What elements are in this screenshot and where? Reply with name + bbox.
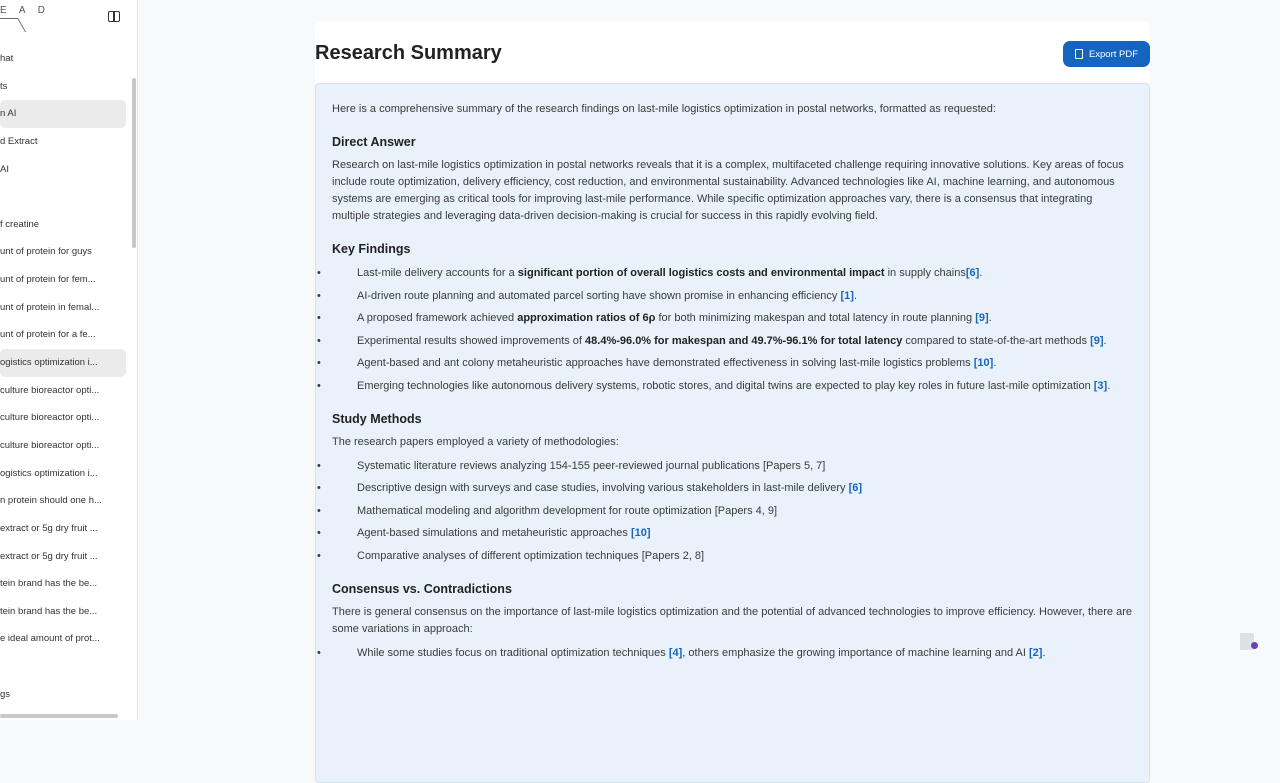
list-item: • AI-driven route planning and automated parcel sorting have shown promise in enhancing efficiency [1]. bbox=[332, 288, 1133, 305]
citation-link[interactable]: [6] bbox=[848, 482, 863, 494]
study-methods-heading: Study Methods bbox=[332, 411, 422, 426]
method-text: Mathematical modeling and algorithm development for route optimization [Papers 4, 9] bbox=[357, 504, 778, 517]
document-widget-icon[interactable] bbox=[1240, 633, 1254, 650]
finding-text: Emerging technologies like autonomous delivery systems, robotic stores, and digital twins are expected to play key roles in future last-mile optimization bbox=[357, 379, 1094, 392]
list-item: • Emerging technologies like autonomous delivery systems, robotic stores, and digital twins are expected to play key roles in future last-mile optimization [3]. bbox=[332, 378, 1133, 395]
sidebar-item[interactable]: unt of protein in femal... bbox=[0, 301, 100, 313]
sidebar-item[interactable]: d Extract bbox=[0, 135, 38, 147]
consensus-text: There is general consensus on the importance of last-mile logistics optimization and the potential of advanced technologies to improve efficiency. However, there are some variations in approach: bbox=[332, 605, 1132, 635]
citation-link[interactable]: [3] bbox=[1093, 379, 1108, 392]
finding-text: Last-mile delivery accounts for a bbox=[357, 267, 518, 279]
sidebar-item[interactable]: tein brand has the be... bbox=[0, 578, 98, 590]
sidebar-item[interactable]: gs bbox=[0, 688, 11, 700]
list-item bbox=[332, 503, 1133, 520]
sidebar-item[interactable]: culture bioreactor opti... bbox=[0, 384, 100, 396]
list-item: • Agent-based and ant colony metaheuristic approaches have demonstrated effectiveness in solving last-mile logistics problems [10]. bbox=[332, 355, 1133, 372]
sidebar-item[interactable]: unt of protein for fem... bbox=[0, 274, 96, 286]
method-text: Systematic literature reviews analyzing 154-155 peer-reviewed journal publications [Papers 5, 7] bbox=[357, 459, 826, 472]
direct-answer-text: Research on last-mile logistics optimization in postal networks reveals that it is a complex, multifaceted challenge requiring innovative solutions. Key areas of focus include route optimization, delivery efficiency, cost reduction, and environmental sustainability. Advanced technologies like AI, machine learning, and autonomous systems are emerging as critical tools for improving last-mile performance. While specific optimization approaches vary, there is a consensus that integrating multiple strategies and leveraging data-driven decision-making is crucial for success in this rapidly evolving field. bbox=[332, 159, 1124, 222]
sidebar bbox=[0, 0, 138, 720]
consensus-text: While some studies focus on traditional optimization techniques bbox=[357, 646, 669, 659]
finding-text: Agent-based and ant colony metaheuristic approaches have demonstrated effectiveness in solving last-mile logistics problems bbox=[357, 357, 974, 369]
sidebar-item[interactable]: AI bbox=[0, 163, 9, 175]
citation-link[interactable]: [10] bbox=[973, 357, 994, 369]
list-item: • A proposed framework achieved approximation ratios of 6ρ for both minimizing makespan and total latency in route planning [9]. bbox=[332, 310, 1133, 327]
sidebar-item[interactable] bbox=[0, 183, 126, 211]
list-item bbox=[332, 480, 1133, 497]
citation-link[interactable]: [1] bbox=[840, 289, 854, 302]
finding-text: in supply chains bbox=[884, 267, 966, 279]
citation-link[interactable]: [6] bbox=[965, 267, 980, 279]
citation-link[interactable]: [9] bbox=[1090, 334, 1104, 347]
list-item: • Last-mile delivery accounts for a significant portion of overall logistics costs and environmental impact in supply chains[6]. bbox=[332, 265, 1133, 282]
export-pdf-button[interactable] bbox=[1063, 41, 1150, 67]
consensus-list bbox=[332, 645, 1133, 662]
finding-bold-text: approximation ratios of 6ρ bbox=[517, 312, 656, 324]
horizontal-scrollbar[interactable] bbox=[0, 714, 118, 718]
study-methods-list bbox=[332, 458, 1133, 565]
research-summary-panel bbox=[315, 22, 1150, 742]
sidebar-item[interactable]: unt of protein for guys bbox=[0, 246, 92, 258]
page-title: Research Summary bbox=[315, 42, 502, 64]
sidebar-item[interactable]: n protein should one h... bbox=[0, 495, 102, 507]
method-text: Descriptive design with surveys and case studies, involving various stakeholders in last-mile delivery bbox=[357, 482, 849, 494]
intro-text: Here is a comprehensive summary of the research findings on last-mile logistics optimization in postal networks, formatted as requested: bbox=[332, 103, 996, 115]
consensus-text: , others emphasize the growing importance of machine learning and AI bbox=[682, 646, 1029, 659]
finding-text: compared to state-of-the-art methods bbox=[902, 334, 1091, 347]
key-findings-heading: Key Findings bbox=[332, 242, 411, 256]
list-item bbox=[332, 525, 1133, 542]
finding-bold-text: 48.4%-96.0% for makespan and 49.7%-96.1% for total latency bbox=[585, 334, 903, 347]
sidebar-item[interactable]: n AI bbox=[0, 100, 126, 128]
pdf-file-icon bbox=[1075, 49, 1083, 59]
sidebar-item[interactable]: extract or 5g dry fruit ... bbox=[0, 522, 98, 534]
finding-text: A proposed framework achieved bbox=[357, 312, 518, 324]
sidebar-item[interactable]: hat bbox=[0, 53, 14, 64]
consensus-heading: Consensus vs. Contradictions bbox=[332, 581, 512, 596]
sidebar-item[interactable]: ogistics optimization i... bbox=[0, 467, 98, 479]
sidebar-item[interactable]: ts bbox=[0, 80, 8, 92]
sidebar-item[interactable]: tein brand has the be... bbox=[0, 605, 98, 617]
sidebar-item[interactable]: ogistics optimization i... bbox=[0, 349, 126, 377]
export-pdf-label: Export PDF bbox=[1088, 48, 1139, 60]
sidebar-item[interactable]: e ideal amount of prot... bbox=[0, 633, 100, 645]
direct-answer-heading: Direct Answer bbox=[332, 135, 416, 149]
sidebar-item[interactable]: culture bioreactor opti... bbox=[0, 412, 100, 424]
logo-mark-icon bbox=[0, 18, 26, 32]
sidebar-toggle-icon[interactable] bbox=[108, 11, 120, 22]
sidebar-item[interactable]: f creatine bbox=[0, 218, 40, 230]
citation-link[interactable]: [9] bbox=[975, 312, 989, 324]
summary-content bbox=[315, 83, 1150, 783]
finding-text: AI-driven route planning and automated parcel sorting have shown promise in enhancing efficiency bbox=[357, 289, 841, 302]
method-text: Comparative analyses of different optimization techniques [Papers 2, 8] bbox=[357, 549, 705, 562]
vertical-scrollbar[interactable] bbox=[132, 78, 136, 248]
finding-text: for both minimizing makespan and total latency in route planning bbox=[655, 312, 976, 324]
citation-link[interactable]: [10] bbox=[630, 527, 651, 539]
logo: E A D bbox=[0, 5, 51, 16]
list-item: • While some studies focus on traditional optimization techniques [4], others emphasize the growing importance of machine learning and AI [2]. bbox=[332, 645, 1133, 662]
study-methods-intro: The research papers employed a variety of methodologies: bbox=[332, 435, 619, 448]
finding-text: Experimental results showed improvements of bbox=[357, 334, 586, 347]
list-item bbox=[332, 548, 1133, 565]
sidebar-item[interactable]: extract or 5g dry fruit ... bbox=[0, 550, 98, 562]
chat-history-list bbox=[0, 45, 130, 708]
citation-link[interactable]: [4] bbox=[668, 646, 683, 659]
key-findings-list bbox=[332, 265, 1133, 395]
list-item bbox=[332, 458, 1133, 475]
citation-link[interactable]: [2] bbox=[1029, 646, 1043, 659]
method-text: Agent-based simulations and metaheuristic approaches bbox=[357, 527, 631, 539]
sidebar-item[interactable]: culture bioreactor opti... bbox=[0, 439, 100, 451]
finding-bold-text: significant portion of overall logistics costs and environmental impact bbox=[517, 267, 885, 279]
sidebar-item[interactable]: unt of protein for a fe... bbox=[0, 329, 96, 341]
list-item: • Experimental results showed improvements of 48.4%-96.0% for makespan and 49.7%-96.1% for total latency compared to state-of-the-art methods [9]. bbox=[332, 333, 1133, 350]
sidebar-item[interactable] bbox=[0, 653, 126, 681]
